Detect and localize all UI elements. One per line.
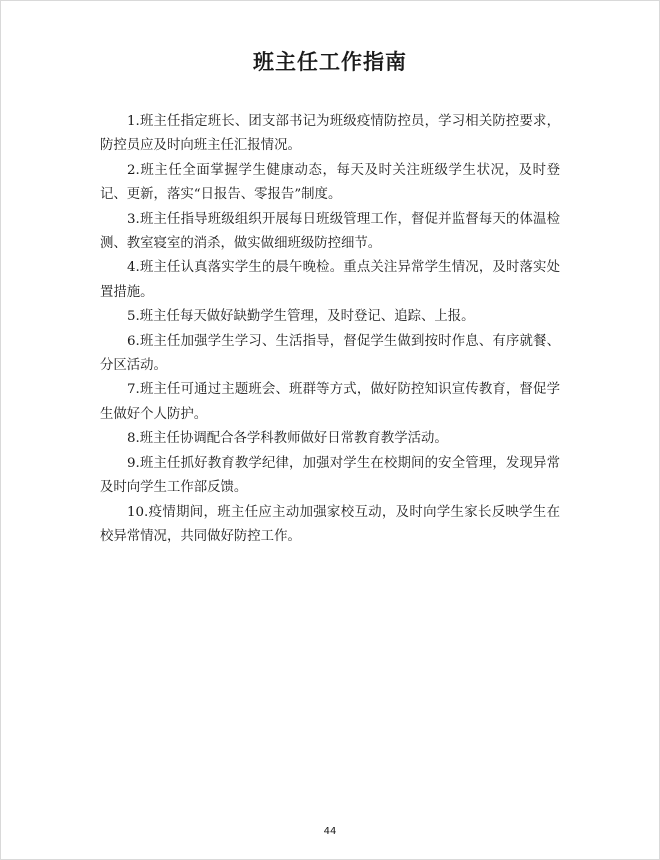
- page-number: 44: [323, 826, 337, 837]
- guideline-item-1: 1.班主任指定班长、团支部书记为班级疫情防控员，学习相关防控要求，防控员应及时向班主任汇报情况。: [100, 114, 560, 154]
- guideline-item-6: 6.班主任加强学生学习、生活指导，督促学生做到按时作息、有序就餐、分区活动。: [100, 333, 560, 374]
- guideline-item-5: 5.班主任每天做好缺勤学生管理，及时登记、追踪、上报。: [127, 309, 475, 325]
- guideline-item-7: 7.班主任可通过主题班会、班群等方式，做好防控知识宣传教育，督促学生做好个人防护。: [100, 382, 560, 422]
- guideline-item-3: 3.班主任指导班级组织开展每日班级管理工作，督促并监督每天的体温检测、教室寝室的消杀，做实做细班级防控细节。: [100, 211, 560, 252]
- document-body: [100, 110, 560, 549]
- guideline-item-8: 8.班主任协调配合各学科教师做好日常教育教学活动。: [127, 431, 448, 447]
- guideline-item-2: 2.班主任全面掌握学生健康动态，每天及时关注班级学生状况，及时登记、更新，落实“日报告、零报告”制度。: [100, 162, 560, 203]
- guideline-item-4: 4.班主任认真落实学生的晨午晚检。重点关注异常学生情况，及时落实处置措施。: [100, 260, 560, 300]
- guideline-item-9: 9.班主任抓好教育教学纪律，加强对学生在校期间的安全管理，发现异常及时向学生工作部反馈。: [100, 455, 560, 496]
- guideline-item-10: 10.疫情期间，班主任应主动加强家校互动，及时向学生家长反映学生在校异常情况，共同做好防控工作。: [100, 504, 560, 544]
- page-title: 班主任工作指南: [253, 50, 407, 74]
